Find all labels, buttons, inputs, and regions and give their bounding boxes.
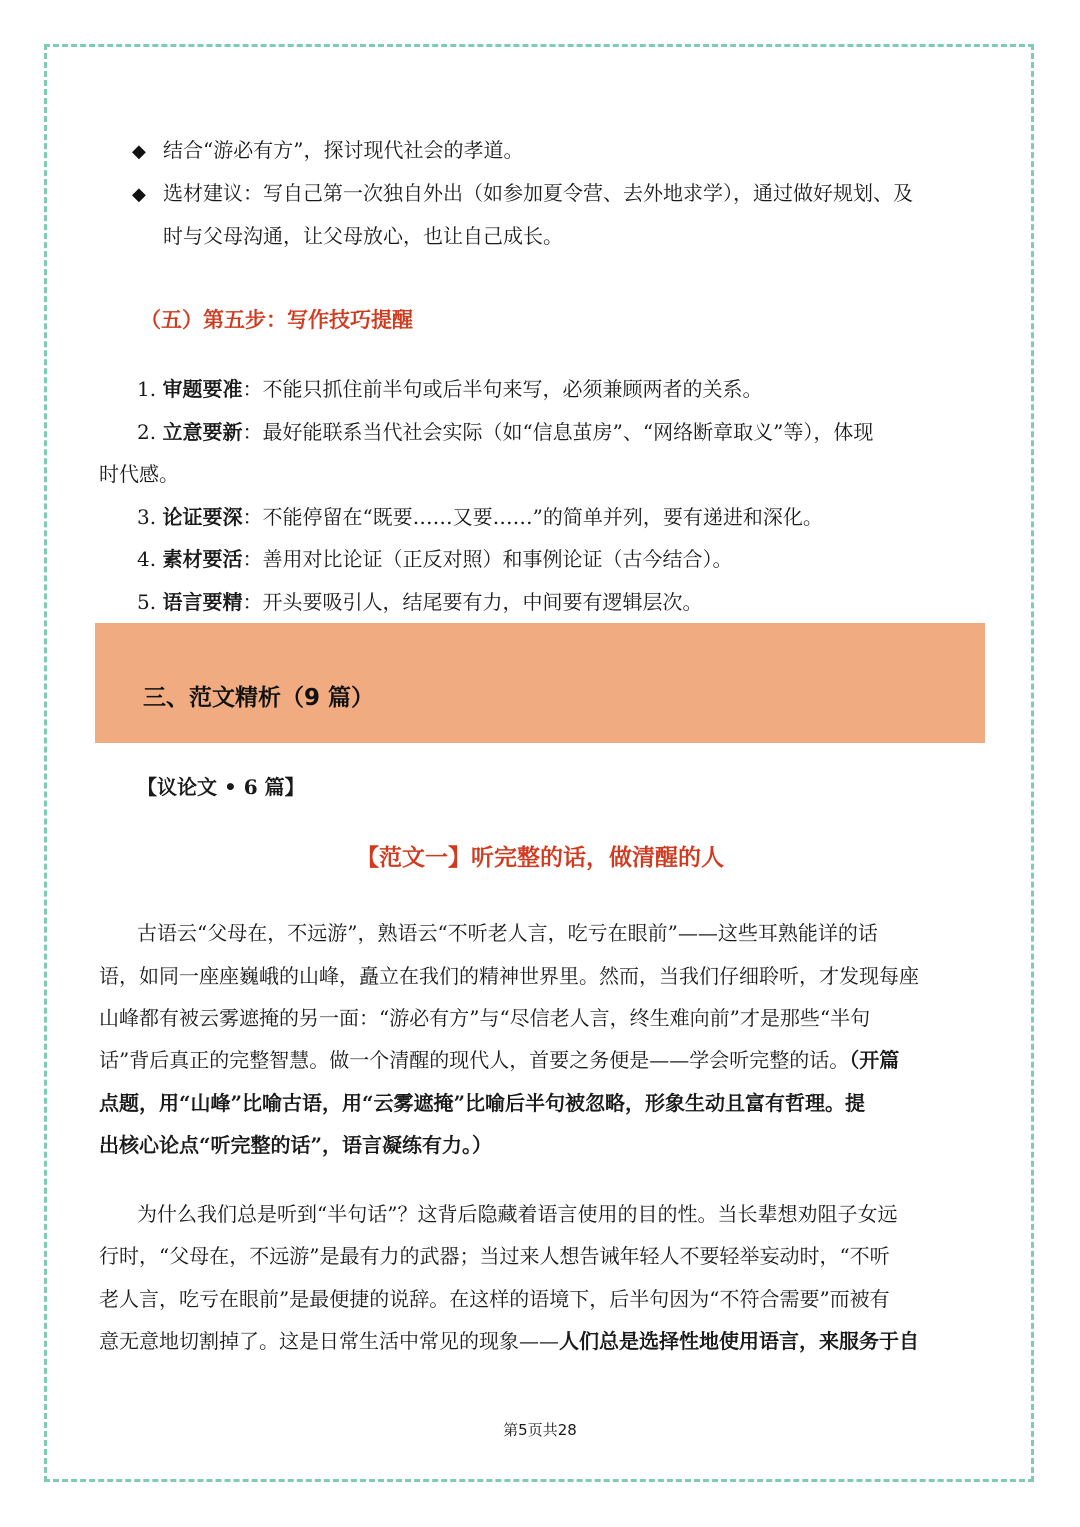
tip-text: ：不能只抓住前半句或后半句来写，必须兼顾两者的关系。 — [242, 377, 763, 401]
bullet-item-2-line-2: 时与父母沟通，让父母放心，也让自己成长。 — [163, 224, 563, 248]
tip-number: 3. — [137, 505, 157, 529]
tip-number: 4. — [137, 547, 157, 571]
tip-label: 论证要深 — [162, 505, 243, 529]
para2-line-2: 行时，“父母在，不远游”是最有力的武器；当过来人想告诫年轻人不要轻举妄动时，“不听 — [99, 1244, 890, 1268]
category-label: 【议论文 • 6 篇】 — [137, 775, 305, 799]
tip-label: 语言要精 — [162, 590, 243, 614]
tip-text: ：不能停留在“既要……又要……”的简单并列，要有递进和深化。 — [242, 505, 823, 529]
para2-line-3: 老人言，吃亏在眼前”是最便捷的说辞。在这样的语境下，后半句因为“不符合需要”而被有 — [99, 1287, 890, 1311]
step5-heading: （五）第五步：写作技巧提醒 — [140, 308, 413, 332]
tip-text: ：最好能联系当代社会实际（如“信息茧房”、“网络断章取义”等），体现 — [242, 420, 874, 444]
tip-number: 2. — [137, 420, 157, 444]
diamond-bullet-icon: ◆ — [132, 184, 146, 205]
para1-line-4 — [99, 1048, 899, 1072]
tip-item-5 — [137, 590, 702, 614]
para2-line-4 — [99, 1329, 919, 1353]
tip-label: 审题要准 — [162, 377, 243, 401]
tip-text: ：开头要吸引人，结尾要有力，中间要有逻辑层次。 — [242, 590, 703, 614]
tip-item-2-continuation: 时代感。 — [99, 462, 179, 486]
section-title: 三、范文精析（9 篇） — [143, 685, 375, 711]
tip-number: 5. — [137, 590, 157, 614]
tip-label: 素材要活 — [162, 547, 243, 571]
para1-comment-line-2: 出核心论点“听完整的话”，语言凝练有力。） — [99, 1133, 493, 1157]
para2-line-4-text: 意无意地切割掉了。这是日常生活中常见的现象—— — [99, 1329, 559, 1353]
bullet-item-1: 结合“游必有方”，探讨现代社会的孝道。 — [163, 138, 524, 162]
tip-item-1 — [137, 377, 762, 401]
page-number: 第5页共28 — [503, 1421, 577, 1439]
para1-line-1: 古语云“父母在，不远游”，熟语云“不听老人言，吃亏在眼前”——这些耳熟能详的话 — [137, 921, 878, 945]
tip-label: 立意要新 — [162, 420, 243, 444]
para1-comment-start: （开篇 — [849, 1048, 900, 1072]
tip-text: ：善用对比论证（正反对照）和事例论证（古今结合）。 — [242, 547, 733, 571]
tip-number: 1. — [137, 377, 157, 401]
para2-bold-text: 人们总是选择性地使用语言，来服务于自 — [559, 1329, 919, 1353]
para1-line-2: 语，如同一座座巍峨的山峰，矗立在我们的精神世界里。然而，当我们仔细聆听，才发现每座 — [99, 964, 919, 988]
bullet-item-2-line-1: 选材建议：写自己第一次独自外出（如参加夏令营、去外地求学），通过做好规划、及 — [163, 181, 913, 205]
para1-line-3: 山峰都有被云雾遮掩的另一面：“游必有方”与“尽信老人言，终生难向前”才是那些“半句 — [99, 1006, 871, 1030]
para1-comment-line-1: 点题，用“山峰”比喻古语，用“云雾遮掩”比喻后半句被忽略，形象生动且富有哲理。提 — [99, 1091, 866, 1115]
tip-item-2 — [137, 420, 873, 444]
essay-title: 【范文一】听完整的话，做清醒的人 — [356, 845, 724, 871]
tip-item-4 — [137, 547, 732, 571]
diamond-bullet-icon: ◆ — [132, 141, 146, 162]
tip-item-3 — [137, 505, 823, 529]
para2-line-1: 为什么我们总是听到“半句话”？这背后隐藏着语言使用的目的性。当长辈想劝阻子女远 — [137, 1202, 898, 1226]
para1-line-4-text: 话”背后真正的完整智慧。做一个清醒的现代人，首要之务便是——学会听完整的话。 — [99, 1048, 850, 1072]
